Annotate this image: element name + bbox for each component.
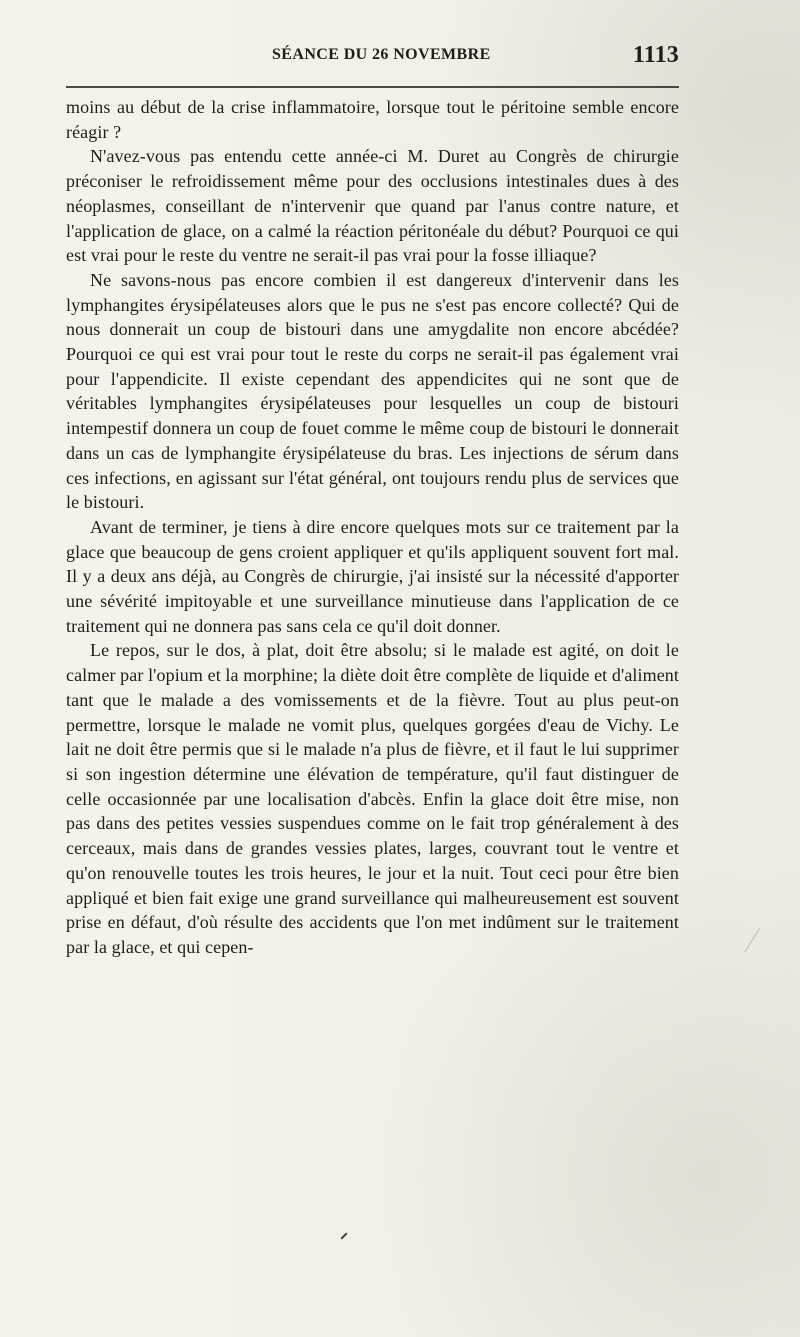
paragraph-4: Avant de terminer, je tiens à dire encore quelques mots sur ce traitement par la glace que beaucoup de gens croient appliquer et qu'ils appliquent souvent fort mal. Il y a deux ans déjà, au Congrès de chirurgie, j'ai insisté sur la nécessité d'apporter une sévérité impitoyable et une surveillance minutieuse dans l'application de ce traitement qui ne donnera pas sans cela ce qu'il doit donner. (66, 516, 679, 636)
margin-mark (744, 928, 760, 952)
header-rule (66, 86, 679, 88)
paragraph-2: N'avez-vous pas entendu cette année-ci M. Duret au Congrès de chirurgie préconiser le refroidissement même pour des occlusions intestinales dues à des néoplasmes, conseillant de n'intervenir que quand par l'anus contre nature, et l'application de glace, on a calmé la réaction péritonéale du début? Pourquoi ce qui est vrai pour le reste du ventre ne serait-il pas vrai pour la fosse illiaque? (66, 146, 679, 266)
paragraph-3: Ne savons-nous pas encore combien il est dangereux d'intervenir dans les lymphangites érysipélateuses alors que le pus ne s'est pas encore collecté? Qui de nous donnerait un coup de bistouri dans une amygdalite non encore abcédée? Pourquoi ce qui est vrai pour tout le reste du corps ne serait-il pas également vrai pour l'appendicite. Il existe cependant des appendicites qui ne sont que de véritables lymphangites érysipélateuses pour lesquelles un coup de bistouri intempestif donnera un coup de fouet comme le même coup de bistouri le donnerait dans un cas de lymphangite érysipélateuse du bras. Les injections de sérum dans ces infections, en agissant sur l'état général, ont toujours rendu plus de services que le bistouri. (66, 269, 679, 513)
bottom-mark (340, 1232, 347, 1239)
page-header (66, 42, 679, 70)
page-number: 1113 (632, 42, 679, 68)
paragraph-1: moins au début de la crise inflammatoire, lorsque tout le péritoine semble encore réagir ? (66, 97, 679, 142)
running-head: SÉANCE DU 26 NOVEMBRE (272, 46, 491, 63)
paragraph-5: Le repos, sur le dos, à plat, doit être absolu; si le malade est agité, on doit le calmer par l'opium et la morphine; la diète doit être complète de liquide et d'aliment tant que le malade a des vomissements et de la fièvre. Tout au plus peut-on permettre, lorsque le malade ne vomit plus, quelques gorgées d'eau de Vichy. Le lait ne doit être permis que si le malade n'a plus de fièvre, et il faut le lui supprimer si son ingestion détermine une élévation de température, qu'il faut distinguer de celle occasionnée par une localisation d'abcès. Enfin la glace doit être mise, non pas dans des petites vessies suspendues comme on le fait trop généralement à des cerceaux, mais dans de grandes vessies plates, larges, couvrant tout le ventre et qu'on renouvelle toutes les trois heures, le jour et la nuit. Tout ceci pour être bien appliqué et bien fait exige une grand surveillance qui malheureusement est souvent prise en défaut, d'où résulte des accidents que l'on met indûment sur le traitement par la glace, et qui cepen- (66, 640, 679, 957)
body-text (66, 95, 679, 960)
